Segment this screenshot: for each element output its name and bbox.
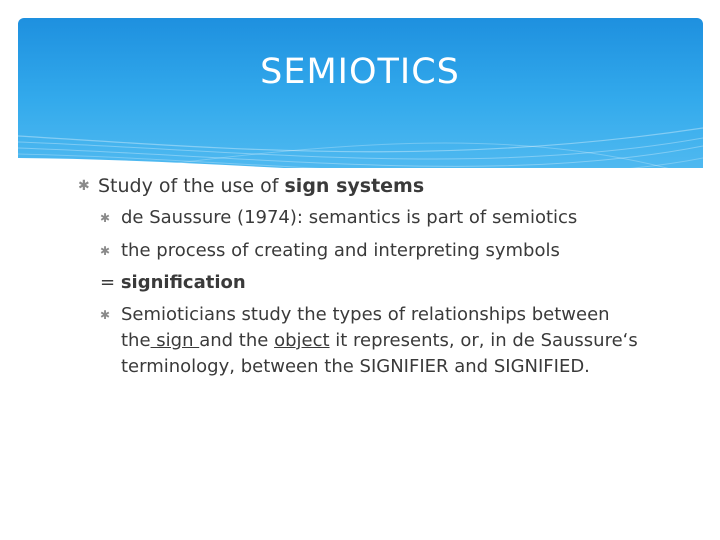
asterisk-icon: ✱ [100, 211, 111, 225]
sub-bullet-1: de Saussure (1974): semantics is part of semiotics [121, 207, 578, 228]
line2-text-b: and the [199, 330, 275, 351]
last-bullet-line-1: Semioticians study the types of relationships between [121, 304, 610, 325]
asterisk-icon: ✱ [100, 308, 111, 322]
banner-wave-decoration [18, 18, 703, 168]
sign-underlined: sign [150, 330, 200, 351]
slide-title: SEMIOTICS [260, 52, 460, 92]
asterisk-icon: ✱ [100, 244, 111, 258]
main-bullet [98, 175, 424, 197]
signification-prefix: = [100, 272, 121, 293]
line2-text-a: the [121, 330, 151, 351]
last-bullet-line-2 [121, 330, 638, 351]
last-bullet-line-3: terminology, between the SIGNIFIER and SIGNIFIED. [121, 356, 590, 377]
signification-line [100, 272, 246, 293]
object-underlined: object [274, 330, 330, 351]
main-bullet-text: Study of the use of [98, 175, 285, 197]
line2-text-c: it represents, or, in de Saussure‘s [329, 330, 638, 351]
signification-emphasis: signification [120, 272, 246, 293]
main-bullet-emphasis: sign systems [284, 175, 425, 197]
sub-bullet-2: the process of creating and interpreting symbols [121, 240, 560, 261]
asterisk-icon: ✱ [78, 178, 90, 194]
title-banner [18, 18, 703, 168]
